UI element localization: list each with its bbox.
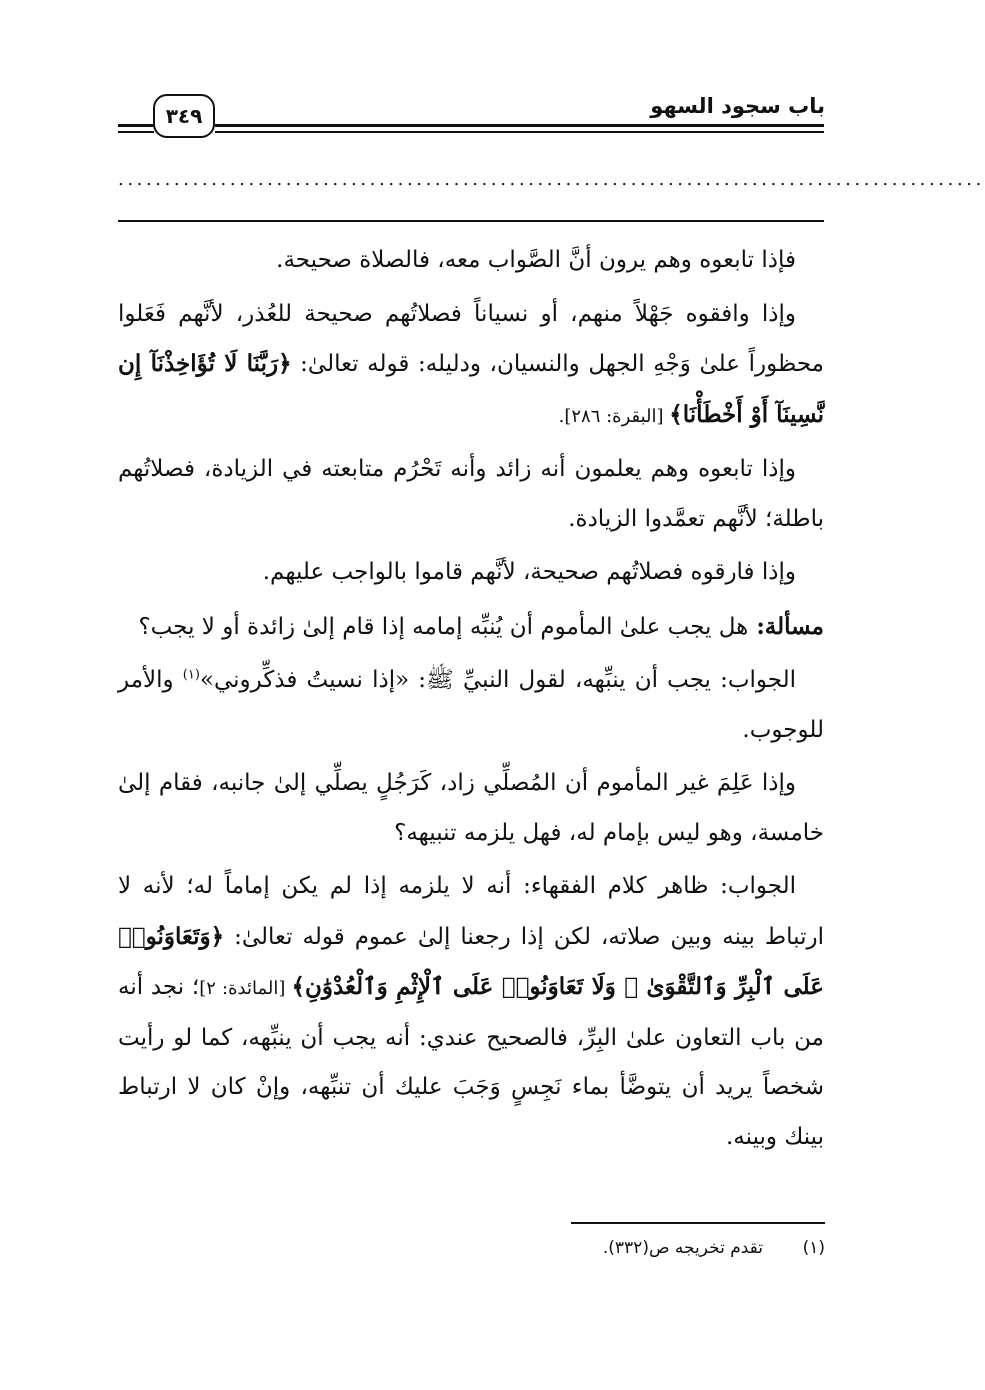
quran-verse: ﴿رَبَّنَا لَا تُؤَاخِذْنَآ إِن نَّسِينَآ أَوْ أَخْطَأْنَا﴾ xyxy=(118,350,824,428)
header-rule-left-thick xyxy=(118,124,154,127)
verse-reference: [البقرة: ٢٨٦]. xyxy=(558,405,670,427)
paragraph: وإذا عَلِمَ غير المأموم أن المُصلِّي زاد، كَرَجُلٍ يصلِّي إلىٰ جانبه، فقام إلىٰ خامسة، وهو ليس بإمام له، فهل يلزمه تنبيهه؟ xyxy=(118,770,824,846)
footnote-rule xyxy=(571,1222,825,1224)
paragraph-question: مسألة: هل يجب علىٰ المأموم أن يُنبِّه إمامه إذا قام إلىٰ زائدة أو لا يجب؟ xyxy=(138,612,824,640)
verse-reference: [المائدة: ٢] xyxy=(199,978,292,999)
header-rule-right-thin xyxy=(215,131,824,133)
paragraph: وإذا فارقوه فصلاتُهم صحيحة، لأنَّهم قاموا بالواجب عليهم. xyxy=(262,559,796,585)
paragraph: فإذا تابعوه وهم يرون أنَّ الصَّواب معه، فالصلاة صحيحة. xyxy=(276,247,796,273)
footnote-number: (١) xyxy=(802,1238,825,1258)
page-number-badge: ٣٤٩ xyxy=(153,94,215,138)
footnote xyxy=(603,1238,825,1258)
question-label: مسألة: xyxy=(748,612,824,640)
footnote-text: تقدم تخريجه ص(٣٣٢). xyxy=(602,1238,763,1258)
paragraph: وإذا تابعوه وهم يعلمون أنه زائد وأنه تَحْرُم متابعته في الزيادة، فصلاتُهم باطلة؛ لأنَّهم تعمَّدوا الزيادة. xyxy=(118,456,824,532)
section-rule xyxy=(118,220,824,222)
dotted-separator: ............................................................................................. xyxy=(118,169,985,190)
paragraph: الجواب: يجب أن ينبِّهه، لقول النبيِّ ﷺ: «إذا نسيتُ فذكِّروني»$^{(١)}$ والأمر للوجوب. xyxy=(118,667,824,743)
header-rule-right-thick xyxy=(215,124,824,127)
header-rule-left-thin xyxy=(118,131,154,133)
chapter-title: باب سجود السهو xyxy=(650,94,825,118)
footnote-marker: (١) xyxy=(182,667,200,683)
paragraph: الجواب: ظاهر كلام الفقهاء: أنه لا يلزمه إذا لم يكن إماماً له؛ لأنه لا ارتباط بينه وبين صلاته، لكن إذا رجعنا إلىٰ عموم قوله تعالىٰ: ﴿وَتَعَاوَنُوا۟ عَلَى ٱلْبِرِّ وَٱلتَّقْوَىٰ ۖ وَلَا تَعَاوَنُوا۟ عَلَى ٱلْإِثْمِ وَٱلْعُدْوَٰنِ﴾ [المائدة: ٢]؛ نجد أنه من باب التعاون علىٰ البِرِّ، فالصحيح عندي: أنه يجب أن ينبِّهه، كما لو رأيت شخصاً يريد أن يتوضَّأ بماء نَجِسٍ وَجَبَ عليك أن تنبِّهه، وإنْ كان لا ارتباط بينك وبينه. xyxy=(118,873,825,1150)
paragraph: وإذا وافقوه جَهْلاً منهم، أو نسياناً فصلاتُهم صحيحة للعُذر، لأنَّهم فَعَلوا محظوراً علىٰ وَجْهِ الجهل والنسيان، ودليله: قوله تعالىٰ: ﴿رَبَّنَا لَا تُؤَاخِذْنَآ إِن نَّسِينَآ أَوْ أَخْطَأْنَا﴾ [البقرة: ٢٨٦]. xyxy=(118,300,824,428)
quran-verse: ﴿وَتَعَاوَنُوا۟ عَلَى ٱلْبِرِّ وَٱلتَّقْوَىٰ ۖ وَلَا تَعَاوَنُوا۟ عَلَى ٱلْإِثْمِ وَٱلْعُدْوَٰنِ﴾ xyxy=(118,922,825,1000)
main-text xyxy=(118,236,824,1166)
